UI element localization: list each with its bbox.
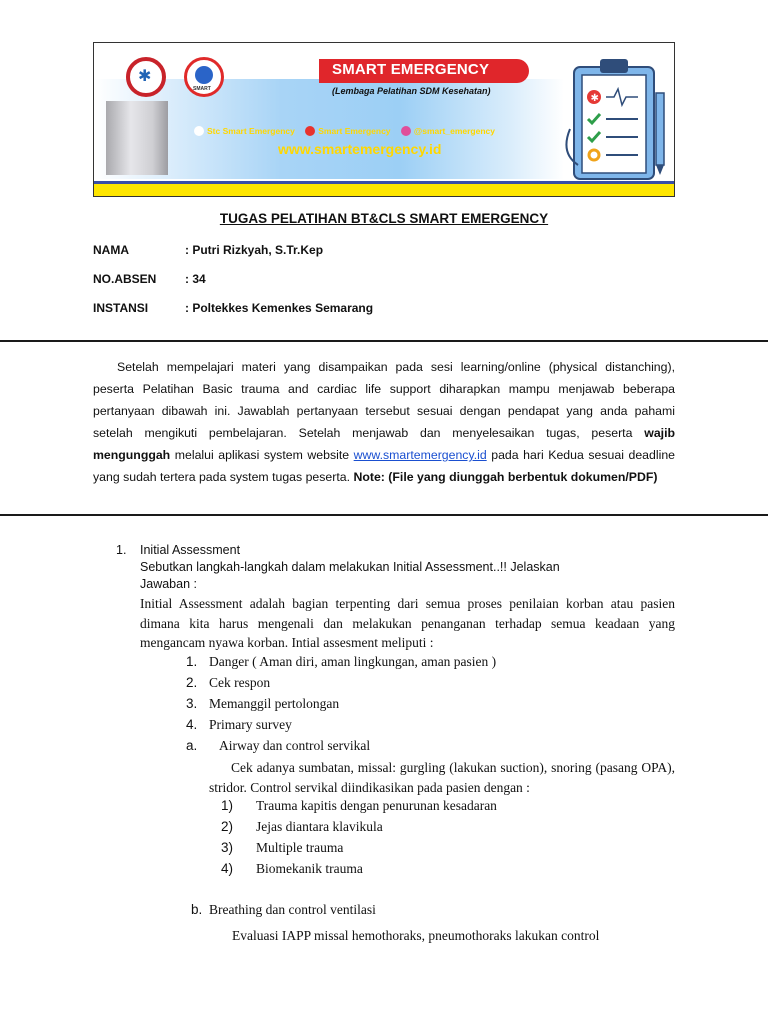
nested-list-item bbox=[221, 819, 383, 835]
list-item-text: Primary survey bbox=[209, 717, 292, 732]
website-link[interactable]: www.smartemergency.id bbox=[353, 448, 487, 462]
social-links bbox=[194, 126, 503, 136]
field-value-instansi: : Poltekkes Kemenkes Semarang bbox=[185, 301, 374, 315]
list-item-number: 4. bbox=[186, 717, 198, 732]
nested-item-text: Trauma kapitis dengan penurunan kesadaran bbox=[256, 798, 497, 813]
list-item-number: 2. bbox=[186, 675, 198, 690]
nested-item-number: 3) bbox=[221, 840, 234, 855]
field-value-nama: : Putri Rizkyah, S.Tr.Kep bbox=[185, 243, 324, 257]
logo-label: SMART bbox=[193, 86, 211, 92]
instagram-icon bbox=[401, 126, 411, 136]
list-item bbox=[186, 696, 339, 712]
answer-text: Initial Assessment adalah bagian terpenting dari semua proses penilaian korban atau pasien dimana kita harus mengenali dan melakukan penanganan terhadap semua keadaan yang mengancam nyawa korban. Intial assesment meliputi : bbox=[140, 596, 675, 650]
sub-item-title: Breathing dan control ventilasi bbox=[209, 902, 376, 917]
intro-text-2: melalui aplikasi system website bbox=[170, 448, 354, 462]
intro-text-3: pada hari Kedua sesuai deadline yang sudah tertera pada system tugas peserta. bbox=[93, 448, 675, 484]
intro-paragraph bbox=[93, 356, 675, 488]
field-label-instansi: INSTANSI bbox=[93, 301, 149, 315]
banner-grey-block bbox=[106, 101, 168, 175]
intro-emphasis: wajib mengunggah bbox=[93, 426, 675, 462]
field-label-nama: NAMA bbox=[93, 243, 129, 257]
question-text: Sebutkan langkah-langkah dalam melakukan Initial Assessment..!! Jelaskan bbox=[140, 560, 560, 574]
list-item-text: Danger ( Aman diri, aman lingkungan, aman pasien ) bbox=[209, 654, 497, 669]
header-banner bbox=[93, 42, 675, 197]
list-item-text: Cek respon bbox=[209, 675, 271, 690]
intro-note: Note: (File yang diunggah berbentuk dokumen/PDF) bbox=[353, 470, 658, 484]
clipboard-checklist-icon bbox=[564, 53, 674, 187]
sub-item-a-description: Cek adanya sumbatan, missal: gurgling (lakukan suction), snoring (pasang OPA), stridor. Control servikal diindikasikan pada pasien dengan : bbox=[209, 760, 675, 795]
svg-text:✱: ✱ bbox=[590, 93, 599, 104]
field-value-no-absen: : 34 bbox=[185, 272, 206, 286]
sub-item-b-description: Evaluasi IAPP missal hemothoraks, pneumothoraks lakukan control bbox=[232, 928, 600, 943]
list-item bbox=[186, 675, 270, 691]
smart-emergency-logo bbox=[184, 57, 224, 97]
facebook-icon bbox=[194, 126, 204, 136]
banner-website[interactable]: www.smartemergency.id bbox=[278, 141, 442, 157]
nested-item-number: 2) bbox=[221, 819, 234, 834]
social-youtube[interactable]: Smart Emergency bbox=[318, 126, 391, 136]
youtube-icon bbox=[305, 126, 315, 136]
list-item-text: Memanggil pertolongan bbox=[209, 696, 340, 711]
sub-item-letter: b. bbox=[191, 902, 203, 917]
question-number: 1. bbox=[116, 543, 127, 557]
social-facebook[interactable]: Stc Smart Emergency bbox=[207, 126, 295, 136]
brand-subtitle: (Lembaga Pelatihan SDM Kesehatan) bbox=[332, 86, 491, 96]
answer-label: Jawaban : bbox=[140, 577, 197, 591]
divider-top bbox=[0, 340, 768, 342]
sub-item-letter: a. bbox=[186, 738, 198, 753]
nested-item-text: Multiple trauma bbox=[256, 840, 344, 855]
document-title: TUGAS PELATIHAN BT&CLS SMART EMERGENCY bbox=[219, 211, 549, 226]
nested-item-number: 1) bbox=[221, 798, 234, 813]
sub-item-a bbox=[186, 738, 370, 754]
ambulance-star-logo: ✱ bbox=[126, 57, 166, 97]
divider-bottom bbox=[0, 514, 768, 516]
social-instagram[interactable]: @smart_emergency bbox=[413, 126, 495, 136]
nested-item-text: Biomekanik trauma bbox=[256, 861, 363, 876]
field-label-no-absen: NO.ABSEN bbox=[93, 272, 157, 286]
list-item bbox=[186, 717, 292, 733]
nested-list-item bbox=[221, 840, 343, 856]
list-item-number: 1. bbox=[186, 654, 198, 669]
list-item bbox=[186, 654, 496, 670]
list-item-number: 3. bbox=[186, 696, 198, 711]
sub-item-b bbox=[191, 902, 376, 918]
sub-item-title: Airway dan control servikal bbox=[219, 738, 371, 753]
nested-item-number: 4) bbox=[221, 861, 234, 876]
nested-item-text: Jejas diantara klavikula bbox=[256, 819, 383, 834]
nested-list-item bbox=[221, 798, 497, 814]
question-heading: Initial Assessment bbox=[140, 543, 241, 557]
brand-name: SMART EMERGENCY bbox=[332, 61, 490, 78]
nested-list-item bbox=[221, 861, 363, 877]
intro-text-1: Setelah mempelajari materi yang disampaikan pada sesi learning/online (physical distanching), peserta Pelatihan Basic trauma and cardiac life support diharapkan mampu menjawab beberapa pertanyaan dibawah ini. Jawablah pertanyaan tersebut sesuai dengan pendapat yang anda pahami setelah mengikuti pembelajaran. Setelah menjawab dan menyelesaikan tugas, peserta bbox=[93, 360, 675, 440]
